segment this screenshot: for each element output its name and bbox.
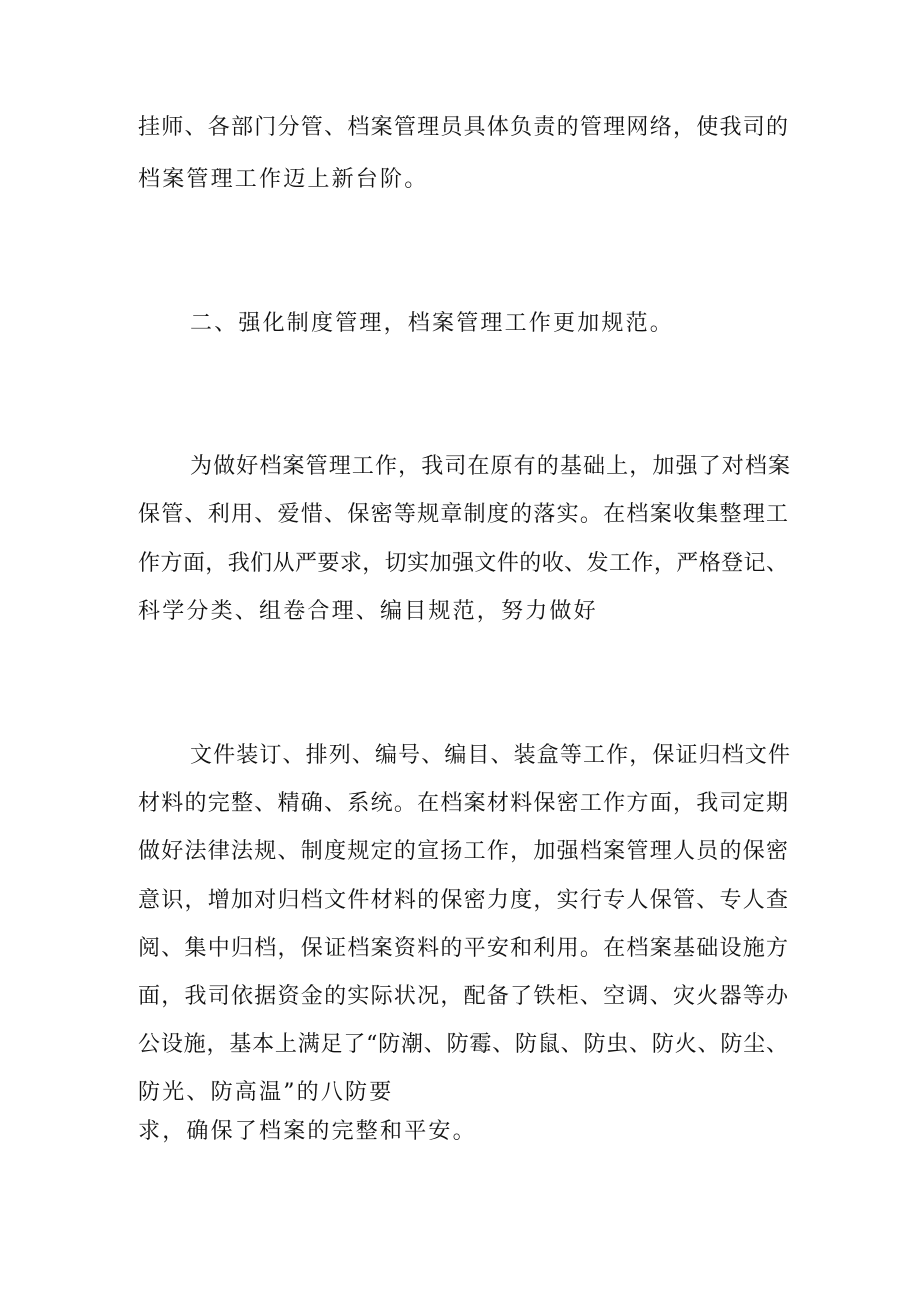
paragraph-4-line-2: 材料的完整、精确、系统。在档案材料保密工作方面，我司定期 (138, 791, 788, 816)
paragraph-1-line-2: 档案管理工作迈上新台阶。 (138, 167, 429, 192)
paragraph-4-line-8: 防光、防高温”的八防要 (138, 1080, 394, 1105)
paragraph-3-line-1: 为做好档案管理工作，我司在原有的基础上，加强了对档案 (190, 454, 790, 479)
section-heading-2: 二、强化制度管理，档案管理工作更加规范。 (190, 311, 675, 336)
paragraph-3-line-3: 作方面，我们从严要求，切实加强文件的收、发工作，严格登记、 (138, 551, 788, 576)
paragraph-3-line-4: 科学分类、组卷合理、编目规范，努力做好 (138, 599, 598, 624)
paragraph-4-line-9: 求，确保了档案的完整和平安。 (138, 1119, 477, 1144)
paragraph-1-line-1: 挂师、各部门分管、档案管理员具体负责的管理网络，使我司的 (138, 115, 788, 140)
paragraph-4-line-1: 文件装订、排列、编号、编目、装盒等工作，保证归档文件 (190, 743, 790, 768)
paragraph-4-line-5: 阅、集中归档，保证档案资料的平安和利用。在档案基础设施方 (138, 936, 788, 961)
paragraph-4-line-6: 面，我司依据资金的实际状况，配备了铁柜、空调、灾火器等办 (138, 984, 788, 1009)
paragraph-3-line-2: 保管、利用、爱惜、保密等规章制度的落实。在档案收集整理工 (138, 502, 788, 527)
paragraph-4-line-3: 做好法律法规、制度规定的宣扬工作，加强档案管理人员的保密 (138, 839, 788, 864)
paragraph-4-line-4: 意识，增加对归档文件材料的保密力度，实行专人保管、专人查 (138, 888, 788, 913)
paragraph-4-line-7: 公设施，基本上满足了“防潮、防霉、防鼠、防虫、防火、防尘、 (138, 1032, 788, 1057)
